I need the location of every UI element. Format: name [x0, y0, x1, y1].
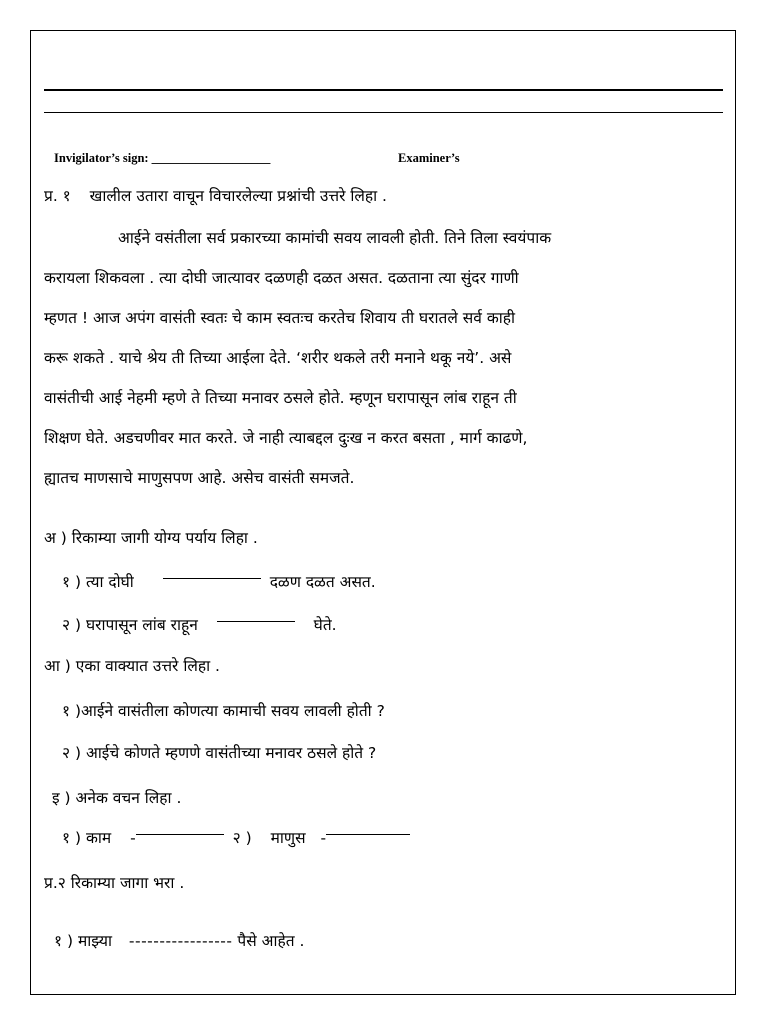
answer-blank[interactable] — [136, 834, 224, 835]
part-a-item-1 — [62, 572, 376, 592]
part-a-item-2-suffix: घेते. — [313, 616, 337, 634]
answer-dashes[interactable]: ----------------- — [128, 932, 233, 950]
answer-blank[interactable] — [163, 578, 261, 579]
part-a-item-2 — [62, 615, 337, 635]
examiner-label: Examiner’s — [398, 151, 460, 165]
part-a-item-2-text: २ ) घरापासून लांब राहून — [62, 616, 198, 634]
part-i-items — [62, 828, 414, 848]
passage-line-2: करायला शिकवला . त्या दोघी जात्यावर दळणही दळत असत. दळताना त्या सुंदर गाणी — [44, 269, 519, 287]
part-i-heading: इ ) अनेक वचन लिहा . — [52, 789, 182, 807]
part-i-item-2-label: २ ) — [232, 829, 252, 847]
passage-line-1: आईने वसंतीला सर्व प्रकारच्या कामांची सवय लावली होती. तिने तिला स्वयंपाक — [118, 229, 552, 247]
part-aa-item-2: २ ) आईचे कोणते म्हणणे वासंतीच्या मनावर ठसले होते ? — [62, 744, 377, 762]
part-i-item-2-dash: - — [320, 829, 327, 847]
part-aa-heading: आ ) एका वाक्यात उत्तरे लिहा . — [44, 657, 220, 675]
question-1-heading — [44, 186, 387, 206]
passage-line-6: शिक्षण घेते. अडचणीवर मात करते. जे नाही त्याबद्दल दुःख न करत बसता , मार्ग काढणे, — [44, 429, 528, 447]
part-a-item-1-text: १ ) त्या दोघी — [62, 573, 134, 591]
question-2-item-1-text: १ ) माझ्या — [54, 932, 112, 950]
question-1-instruction: खालील उतारा वाचून विचारलेल्या प्रश्नांची उत्तरे लिहा . — [89, 187, 387, 205]
question-2-heading: प्र.२ रिकाम्या जागा भरा . — [44, 874, 185, 892]
passage-line-7: ह्यातच माणसाचे माणुसपण आहे. असेच वासंती समजते. — [44, 469, 355, 487]
question-1-number: प्र. १ — [44, 187, 71, 205]
answer-blank[interactable] — [217, 621, 295, 622]
page-border — [30, 30, 736, 995]
part-a-heading: अ ) रिकाम्या जागी योग्य पर्याय लिहा . — [44, 529, 258, 547]
invigilator-sign-label: Invigilator’s sign: ___________________ — [54, 151, 271, 165]
answer-blank[interactable] — [326, 834, 410, 835]
question-2-item-1 — [54, 931, 304, 951]
part-i-item-1-dash: - — [130, 829, 136, 847]
passage-line-5: वासंतीची आई नेहमी म्हणे ते तिच्या मनावर ठसले होते. म्हणून घरापासून लांब राहून ती — [44, 389, 517, 407]
passage-line-3: म्हणत ! आज अपंग वासंती स्वतः चे काम स्वतःच करतेच शिवाय ती घरातले सर्व काही — [44, 309, 515, 327]
passage-line-4: करू शकते . याचे श्रेय ती तिच्या आईला देते. ‘शरीर थकले तरी मनाने थकू नये’. असे — [44, 349, 512, 367]
header-rule-top — [44, 89, 723, 91]
part-a-item-1-suffix: दळण दळत असत. — [269, 573, 376, 591]
part-i-item-1-label: १ ) काम — [62, 829, 112, 847]
question-2-item-1-suffix: पैसे आहेत . — [237, 932, 305, 950]
part-i-item-2-word: माणुस — [270, 829, 306, 847]
header-rule-bottom — [44, 112, 723, 113]
part-aa-item-1: १ )आईने वासंतीला कोणत्या कामाची सवय लावली होती ? — [62, 702, 385, 720]
